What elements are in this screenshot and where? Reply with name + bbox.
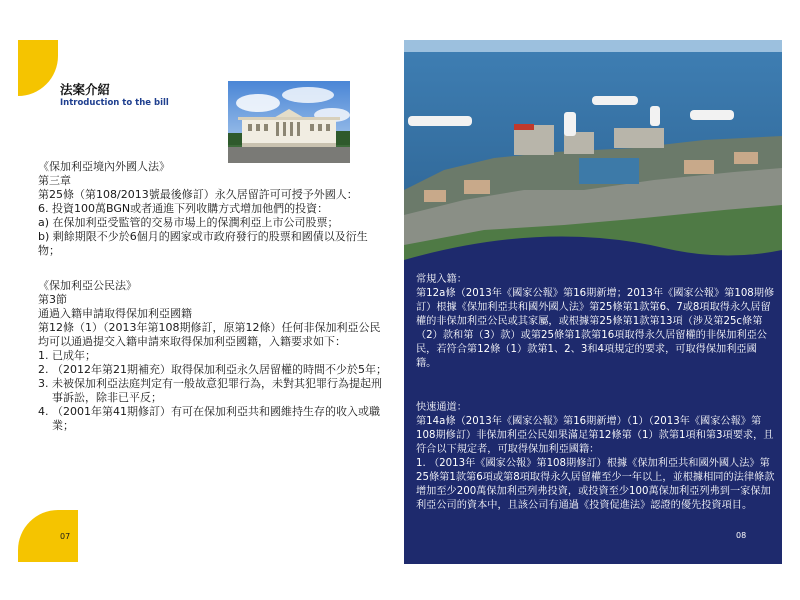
page-number-right: 08 <box>736 531 747 540</box>
foreigners-act-excerpt <box>38 160 388 258</box>
list-item: 4. （2001年第41期修訂）有可在保加利亞共和國維持生存的收入或職業； <box>38 405 380 432</box>
law-title: 《保加利亞境內外國人法》 <box>38 160 170 173</box>
list-item: 3. 未被保加利亞法庭判定有一般故意犯罪行為，未對其犯罪行為提起刑事訴訟，除非已平反； <box>38 377 382 404</box>
section-subtitle: Introduction to the bill <box>60 98 169 108</box>
list-item: a) 在保加利亞受監管的交易市場上的保潤利亞上市公司股票； <box>38 216 339 229</box>
regular-body: 第12a條（2013年《國家公報》第16期新增；2013年《國家公報》第108期修訂）根據《保加利亞共和國外國人法》第25條第1款第6、7或8項取得永久居留權的非保加利亞公民或其家屬，或根據第25條第1款第13項（涉及第25c條第（2）款和第（3）款）或第25條第1款第16項取得永久居留權的非保加利亞公民，若符合第12條（1）款第1、2、3和4項規定的要求，可取得保加利亞國籍。 <box>416 288 775 369</box>
list-item: 1. 已成年； <box>38 349 96 362</box>
citizenship-act-excerpt <box>38 279 388 433</box>
fast-track-item: 1. （2013年《國家公報》第108期修訂）根據《保加利亞共和國外國人法》第25條第1款第6項或第8項取得永久居留權至少一年以上，並根據相同的法律條款增加至少200萬保加利亞列弗投資，或投資至少100萬保加利亞列弗到一家保加利亞公司的資本中，且該公司有通過《投資促進法》認證的優先投資項目。 <box>416 458 775 511</box>
list-item: 6. 投資100萬BGN或者通進下列收購方式增加他們的投資： <box>38 202 329 215</box>
right-page-panel <box>404 40 782 564</box>
section-title: 法案介紹 <box>60 82 111 97</box>
regular-heading: 常規入籍： <box>416 274 467 285</box>
article-text: 第12條（1）（2013年第108期修訂，原第12條）任何非保加利亞公民均可以通過提交入籍申請來取得保加利亞國籍，入籍要求如下： <box>38 321 381 348</box>
fast-track-heading: 快速通道： <box>416 402 467 413</box>
fast-track-block <box>416 401 776 513</box>
law-title: 《保加利亞公民法》 <box>38 279 137 292</box>
article-text: 第25條（第108/2013號最後修訂）永久居留許可可授予外國人： <box>38 188 358 201</box>
yellow-corner-tab-top <box>18 40 58 96</box>
list-item: 2. （2012年第21期補充）取得保加利亞永久居留權的時間不少於5年； <box>38 363 387 376</box>
parliament-building-photo <box>228 81 350 163</box>
chapter-label: 第三章 <box>38 174 71 187</box>
regular-naturalization-block <box>416 273 776 371</box>
list-item: b) 剩餘期限不少於6個月的國家或市政府發行的股票和國債以及衍生物； <box>38 230 368 257</box>
page-number-left: 07 <box>60 532 71 541</box>
fast-track-body: 第14a條（2013年《國家公報》第16期新增）（1）（2013年《國家公報》第108期修訂）非保加利亞公民如果滿足第12條第（1）款第1項和第3項要求，且符合以下規定者，可取得保加利亞國籍： <box>416 416 774 455</box>
section-heading: 通過入籍申請取得保加利亞國籍 <box>38 307 192 320</box>
section-label: 第3節 <box>38 293 67 306</box>
